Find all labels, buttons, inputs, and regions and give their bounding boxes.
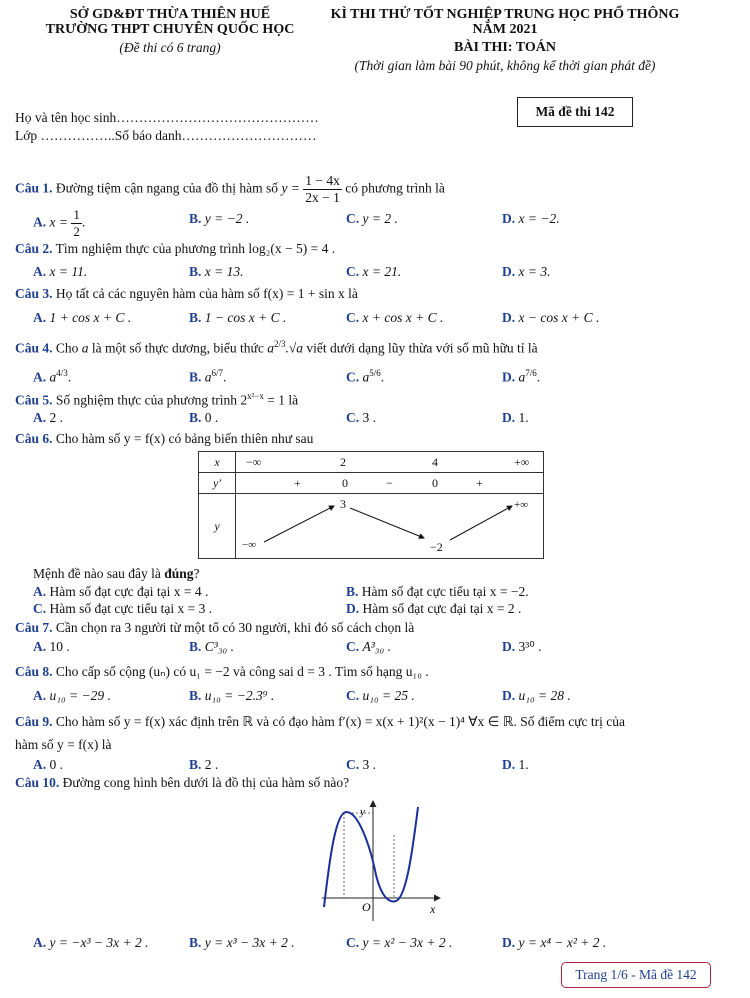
student-name-line[interactable]: Họ và tên học sinh……………………………………… [15,110,319,125]
q9-option-c[interactable]: C. 3 . [346,757,376,772]
header-school: TRƯỜNG THPT CHUYÊN QUỐC HỌC [45,22,295,37]
graph-origin-label: O [362,900,371,914]
q5-option-a[interactable]: A. 2 . [33,410,63,425]
vt-yp-row: + 0 − 0 + [236,473,544,494]
q3-option-a[interactable]: A. 1 + cos x + C . [33,310,132,325]
q5-option-d[interactable]: D. 1. [502,410,529,425]
page-footer: Trang 1/6 - Mã đề 142 [575,967,697,982]
question-2: Câu 2. Tìm nghiệm thực của phương trình log₂(x − 5) = 4 . [15,241,336,256]
question-1: Câu 1. Đường tiệm cận ngang của đồ thị hàm số y = $\frac{1 - 4x}{2x - 1}$ có phương trình là [15,173,445,205]
q10-option-c[interactable]: C. y = x² − 3x + 2 . [346,935,453,950]
exam-subject: BÀI THI: TOÁN [454,40,556,55]
question-3: Câu 3. Họ tất cả các nguyên hàm của hàm số f(x) = 1 + sin x là [15,286,358,301]
header-department: SỞ GD&ĐT THỪA THIÊN HUẾ [69,7,271,22]
q6-option-c[interactable]: C. Hàm số đạt cực tiểu tại x = 3 . [33,601,213,616]
vt-y-label: y [199,494,236,559]
q9-option-d[interactable]: D. 1. [502,757,529,772]
q2-option-d[interactable]: D. x = 3. [502,264,551,279]
q6-option-a[interactable]: A. Hàm số đạt cực đại tại x = 4 . [33,584,209,599]
q8-option-b[interactable]: B. u₁₀ = −2.3⁹ . [189,688,275,703]
question-10: Câu 10. Đường cong hình bên dưới là đồ thị của hàm số nào? [15,775,350,790]
question-8: Câu 8. Cho cấp số cộng (uₙ) có u₁ = −2 và công sai d = 3 . Tìm số hạng u₁₀ . [15,664,429,679]
q3-option-b[interactable]: B. 1 − cos x + C . [189,310,287,325]
header-page-count: (Đề thi có 6 trang) [119,40,221,55]
question-5: Câu 5. Số nghiệm thực của phương trình $2^{x^2-x} = 1$ là [15,391,299,408]
question-4: Câu 4. Cho a là một số thực dương, biểu thức $a^{2/3}.√a$ viết dưới dạng lũy thừa với số mũ hữu tỉ là [15,339,538,356]
q6-prompt: Mệnh đề nào sau đây là đúng? [33,566,200,581]
q8-option-d[interactable]: D. u₁₀ = 28 . [502,688,571,703]
q1-option-b[interactable]: B. y = −2 . [189,211,250,226]
q4-option-a[interactable]: A. $a^{4/3}$. [33,368,72,385]
q7-option-c[interactable]: C. A³₃₀ . [346,639,391,654]
q4-option-c[interactable]: C. $a^{5/6}$. [346,368,385,385]
q6-option-b[interactable]: B. Hàm số đạt cực tiểu tại x = −2. [346,584,529,599]
q10-option-b[interactable]: B. y = x³ − 3x + 2 . [189,935,295,950]
q8-option-a[interactable]: A. u₁₀ = −29 . [33,688,111,703]
q10-option-a[interactable]: A. y = −x³ − 3x + 2 . [33,935,149,950]
q8-option-c[interactable]: C. u₁₀ = 25 . [346,688,415,703]
q3-option-d[interactable]: D. x − cos x + C . [502,310,600,325]
q7-option-b[interactable]: B. C³₃₀ . [189,639,234,654]
student-class-line[interactable]: Lớp ……………..Số báo danh………………………… [15,128,317,143]
exam-code: Mã đề thi 142 [535,104,615,119]
vt-arrows [236,494,546,558]
exam-code-box [517,97,633,127]
q2-option-c[interactable]: C. x = 21. [346,264,402,279]
vt-x-label: x [199,452,236,473]
q5-option-b[interactable]: B. 0 . [189,410,219,425]
q9-option-b[interactable]: B. 2 . [189,757,219,772]
q7-option-a[interactable]: A. 10 . [33,639,70,654]
exam-time-note: (Thời gian làm bài 90 phút, không kể thời gian phát đề) [354,58,656,73]
q2-option-a[interactable]: A. x = 11. [33,264,88,279]
vt-x-row: −∞ 2 4 +∞ [236,452,544,473]
page-footer-box [561,962,711,988]
q10-option-d[interactable]: D. y = x⁴ − x² + 2 . [502,935,607,950]
question-9-line2: hàm số y = f(x) là [15,737,112,752]
q7-option-d[interactable]: D. 3³⁰ . [502,639,542,654]
q5-option-c[interactable]: C. 3 . [346,410,376,425]
q4-option-b[interactable]: B. $a^{6/7}$. [189,368,227,385]
exam-title: KÌ THI THỬ TỐT NGHIỆP TRUNG HỌC PHỔ THÔNG [330,7,680,22]
cubic-graph [318,795,448,925]
vt-yp-label: y′ [199,473,236,494]
q6-option-d[interactable]: D. Hàm số đạt cực đại tại x = 2 . [346,601,522,616]
q1-option-c[interactable]: C. y = 2 . [346,211,398,226]
question-9: Câu 9. Cho hàm số y = f(x) xác định trên ℝ và có đạo hàm f′(x) = x(x + 1)²(x − 1)⁴ ∀x ∈ ℝ. Số điểm cực trị của [15,714,625,729]
q3-option-c[interactable]: C. x + cos x + C . [346,310,444,325]
q2-option-b[interactable]: B. x = 13. [189,264,244,279]
graph-y-label: y [360,806,365,818]
question-6: Câu 6. Cho hàm số y = f(x) có bảng biến thiên như sau [15,431,314,446]
exam-year: NĂM 2021 [472,22,538,37]
graph-x-label: x [430,902,436,916]
vt-y-row: −∞ 3 −2 +∞ [236,494,544,559]
question-7: Câu 7. Cần chọn ra 3 người từ một tổ có 30 người, khi đó số cách chọn là [15,620,415,635]
variation-table [198,451,544,559]
q1-option-a[interactable]: A. x = $\frac{1}{2}$ . [33,207,86,239]
q4-option-d[interactable]: D. $a^{7/6}$. [502,368,541,385]
q9-option-a[interactable]: A. 0 . [33,757,63,772]
q1-option-d[interactable]: D. x = −2. [502,211,560,226]
